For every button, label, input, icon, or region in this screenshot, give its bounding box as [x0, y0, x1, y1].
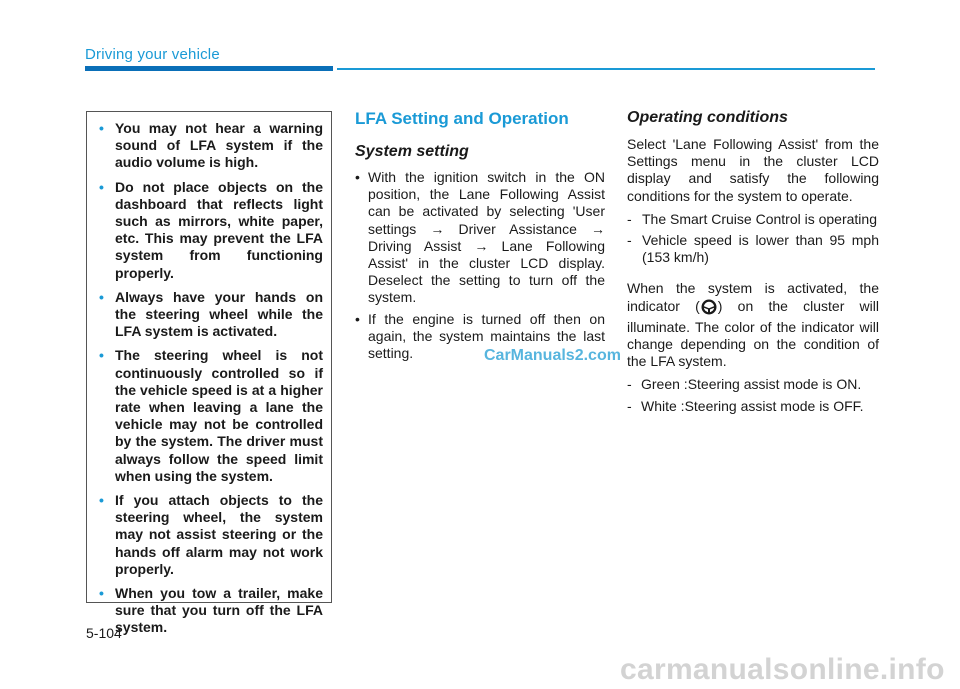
conditions-column: [627, 109, 879, 419]
list-item: • If the engine is turned off then on again, the system maintains the last setting.: [355, 310, 605, 362]
bullet-icon: •: [99, 288, 104, 305]
setting-column: [355, 109, 605, 366]
operating-conditions-heading: Operating conditions: [627, 109, 788, 126]
watermark: CarManuals2.com: [484, 347, 621, 364]
page-number: 5-104: [86, 625, 122, 641]
color-item: - Green : Steering assist mode is ON.: [627, 376, 862, 393]
bullet-icon: •: [99, 178, 104, 195]
indicator-paragraph: When the system is activated, the indicator ( ) on the cluster will illuminate. The color of the indicator will change depending on the condition of the LFA system.: [627, 280, 880, 370]
header-bar: [85, 66, 333, 71]
condition-item: - Vehicle speed is lower than 95 mph (153 km/h): [627, 232, 879, 266]
footer-watermark: carmanualsonline.info: [620, 653, 945, 686]
bullet-icon: •: [99, 492, 104, 509]
warning-item: • If you attach objects to the steering wheel, the system may not assist steering or the hands off alarm may not work properly.: [99, 492, 323, 577]
conditions-intro: Select 'Lane Following Assist' from the Settings menu in the cluster LCD display and satisfy the following conditions for the system to operate.: [627, 136, 879, 204]
warning-item: • You may not hear a warning sound of LFA system if the audio volume is high.: [99, 120, 323, 171]
warning-item: • Do not place objects on the dashboard that reflects light such as mirrors, white paper, etc. This may prevent the LFA system from functioning properly.: [99, 178, 323, 281]
warning-item: • Always have your hands on the steering wheel while the LFA system is activated.: [99, 288, 323, 340]
bullet-icon: •: [99, 585, 104, 602]
system-setting-heading: System setting: [355, 143, 469, 160]
bullet-icon: •: [99, 347, 104, 364]
steering-wheel-icon: [701, 299, 717, 319]
header-rule: [337, 68, 875, 70]
color-item: - White : Steering assist mode is OFF.: [627, 397, 864, 414]
section-heading: LFA Setting and Operation: [355, 109, 569, 128]
condition-item: - The Smart Cruise Control is operating: [627, 210, 877, 227]
warning-item: • When you tow a trailer, make sure that you turn off the LFA system.: [99, 585, 323, 636]
list-item: • With the ignition switch in the ON position, the Lane Following Assist can be activated by selecting 'User settings → Driver Assistance → Driving Assist → Lane Following Assist' in the cluster LCD display. Deselect the setting to turn off the system.: [355, 169, 605, 306]
warning-item: • The steering wheel is not continuously controlled so if the vehicle speed is at a higher rate when leaving a lane the vehicle may not be controlled by the system. The driver must always follow the speed limit when using the system.: [99, 347, 323, 484]
section-header: Driving your vehicle: [85, 46, 220, 63]
bullet-icon: •: [99, 120, 104, 136]
